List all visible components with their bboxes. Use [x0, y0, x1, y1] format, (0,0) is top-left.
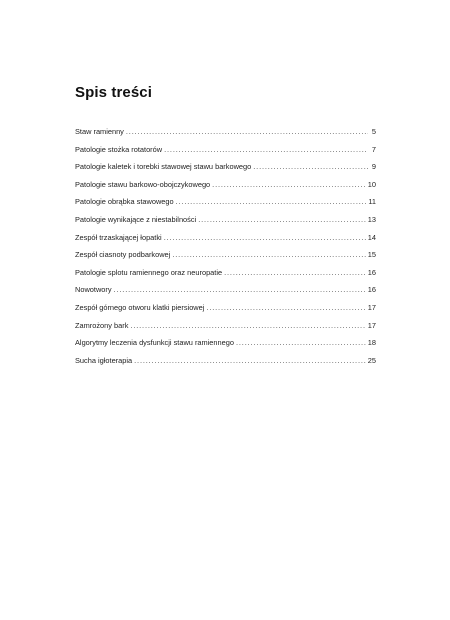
toc-entry-page: 15 [367, 250, 376, 260]
toc-entry-page: 14 [367, 232, 376, 242]
toc-dot-leader [176, 193, 367, 210]
toc-entry-label: Staw ramienny [75, 127, 124, 136]
toc-dot-leader [164, 229, 366, 246]
toc-entry-page: 9 [371, 162, 376, 172]
toc-entry [75, 211, 376, 228]
toc-dot-leader [164, 141, 368, 158]
toc-entry-page: 25 [367, 355, 376, 365]
toc-entry [75, 246, 376, 263]
table-of-contents [75, 123, 376, 369]
toc-entry-label: Patologie kaletek i torebki stawowej stawu barkowego [75, 162, 252, 172]
toc-entry-page: 17 [367, 302, 376, 312]
toc-dot-leader [172, 246, 365, 263]
toc-dot-leader [206, 299, 365, 316]
toc-entry-label: Patologie obrąbka stawowego [75, 197, 174, 207]
toc-entry-label: Sucha igłoterapia [75, 355, 133, 365]
toc-entry-page: 16 [367, 267, 376, 277]
toc-entry-label: Patologie splotu ramiennego oraz neuropatie [75, 267, 223, 277]
toc-dot-leader [130, 317, 365, 334]
page-title: Spis treści [75, 84, 152, 101]
toc-entry [75, 352, 376, 369]
toc-entry-page: 17 [367, 320, 376, 330]
toc-entry-page: 10 [367, 179, 376, 189]
toc-dot-leader [114, 281, 366, 298]
toc-entry-label: Patologie stawu barkowo-obojczykowego [75, 179, 211, 189]
toc-entry [75, 141, 376, 158]
toc-entry [75, 158, 376, 175]
toc-entry [75, 176, 376, 193]
toc-entry [75, 229, 376, 246]
toc-entry-page: 16 [367, 285, 376, 295]
toc-entry-page: 18 [367, 338, 376, 348]
toc-dot-leader [212, 176, 366, 193]
toc-dot-leader [126, 123, 368, 140]
toc-entry [75, 193, 376, 210]
toc-entry-label: Nowotwory [75, 285, 112, 295]
toc-entry [75, 123, 376, 140]
toc-entry-page: 7 [371, 144, 376, 154]
toc-entry-label: Algorytmy leczenia dysfunkcji stawu ramiennego [75, 338, 234, 348]
toc-dot-leader [134, 352, 366, 369]
toc-dot-leader [253, 158, 368, 175]
toc-dot-leader [224, 264, 366, 281]
toc-entry-label: Zamrożony bark [75, 320, 129, 330]
toc-entry-label: Zespół trzaskającej łopatki [75, 232, 162, 242]
toc-entry [75, 264, 376, 281]
toc-entry [75, 334, 376, 351]
toc-entry [75, 317, 376, 334]
toc-entry [75, 281, 376, 298]
toc-entry-label: Zespół górnego otworu klatki piersiowej [75, 302, 205, 312]
toc-entry-page: 13 [367, 214, 376, 224]
toc-entry-page: 5 [371, 127, 376, 136]
toc-dot-leader [198, 211, 366, 228]
toc-entry-label: Zespół ciasnoty podbarkowej [75, 250, 171, 260]
toc-entry-label: Patologie wynikające z niestabilności [75, 214, 197, 224]
toc-entry-label: Patologie stożka rotatorów [75, 144, 163, 154]
toc-entry-page: 11 [368, 197, 376, 207]
toc-dot-leader [236, 334, 366, 351]
toc-entry [75, 299, 376, 316]
